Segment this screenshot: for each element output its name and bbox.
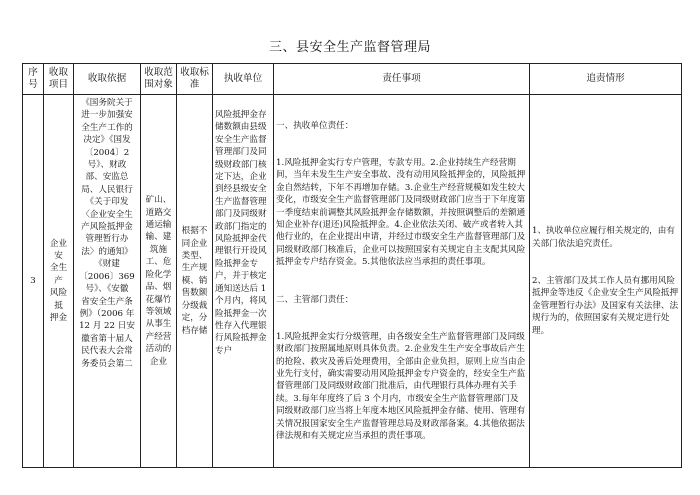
cell-standard: 根据不 同企业 类型、 生产规 模、销 售数额 分级裁 定，分 档存储 (177, 95, 213, 468)
duty-text-executor: 1.风险抵押金实行专户管理，专款专用。2.企业持续生产经营期间，当年未发生生产安全事故、没有动用风险抵押金的，风险抵押金自然结转，下年不再增加存储。3.企业生产经营规模如发生较大变化，市级安全生产监督管理部门及同级财政部门应当于下年度第一季度结束前调整其风险抵押金存储数额，并按照调整后的差额通知企业补存(退还)风险抵押金。4.企业依法关闭、破产或者转入其他行业的，在企业提出申请，并经过市级安全生产监督管理部门及同级财政部门核准后，企业可以按照国家有关规定自主支配其风险抵押金专户结存资金。5.其他依法应当承担的责任事项。 (276, 158, 526, 268)
cell-basis: 《国务院关于 进一步加强安 全生产工作的 决定》《国发 〔2004〕2 号》、财政 部、安监总 局、人民银行 《关于印发 〈企业安全生 产风险抵押金 管理暂行办 法〉的通知》 《财建 〔2006〕369 号》、《安徽 省安全生产条 例》（2006 年 12 月 22 日安 徽省第十届人 民代表大会常 务委员会第二 (74, 95, 141, 468)
accountability-item-2: 2、主管部门及其工作人员有挪用风险抵押金等违反《企业安全生产风险抵押金管理暂行办法》及国家有关法律、法规行为的，依照国家有关规定进行处理。 (532, 275, 679, 336)
cell-seq: 3 (23, 95, 44, 468)
cell-unit: 风险抵押金存 储数额由县级 安全生产监督 管理部门及同 级财政部门核 定下达，企业 到经县级安全 生产监督管理 部门及同级财 政部门指定的 风险抵押金代 理银行开设风 险抵押金专 户，并于核定 通知送达后 1 个月内，将风 险抵押金一次 性存入代理银 行风险抵押金 专户 (213, 95, 274, 468)
duty-text-authority: 1.风险抵押金实行分级管理，由各级安全生产监督管理部门及同级财政部门按照属地原则具体负责。2.企业发生生产安全事故后产生的抢险、救灾及善后处理费用，全部由企业负担，原则上应当由企业先行支付，确实需要动用风险抵押金专户资金的，经安全生产监督管理部门及同级财政部门批准后，由代理银行具体办理有关手续。3.每年年度终了后 3 个月内，市级安全生产监督管理部门及同级财政部门应当将上年度本地区风险抵押金存储、使用、管理有关情况报国家安全生产监督管理总局及财政部备案。4.其他依据法律法规和有关规定应当承担的责任事项。 (276, 331, 526, 441)
duty-heading-authority: 二、主管部门责任： (276, 294, 354, 305)
header-accountability: 追责情形 (530, 64, 682, 95)
header-unit: 执收单位 (213, 64, 274, 95)
duty-heading-executor: 一、执收单位责任： (276, 120, 354, 131)
header-basis: 收取依据 (74, 64, 141, 95)
table-row (23, 95, 682, 468)
table-header-row (23, 64, 682, 95)
header-duty: 责任事项 (274, 64, 530, 95)
fee-table (22, 63, 682, 468)
cell-scope: 矿山、 道路交 通运输 输、建 筑施 工、危 险化学 品、烟 花爆竹 等领域 从事生 产经营 活动的 企业 (141, 95, 177, 468)
cell-duty (274, 95, 530, 468)
header-seq: 序号 (23, 64, 44, 95)
accountability-item-1: 1、执收单位应履行相关规定的，由有关部门依法追究责任。 (532, 226, 675, 249)
cell-accountability (530, 95, 682, 468)
header-standard: 收取标 准 (177, 64, 213, 95)
header-item: 收取 项目 (44, 64, 74, 95)
header-scope: 收取范 围对象 (141, 64, 177, 95)
cell-item: 企业安 全生产 风险抵 押金 (44, 95, 74, 468)
page-title: 三、县安全生产监督管理局 (268, 40, 431, 55)
